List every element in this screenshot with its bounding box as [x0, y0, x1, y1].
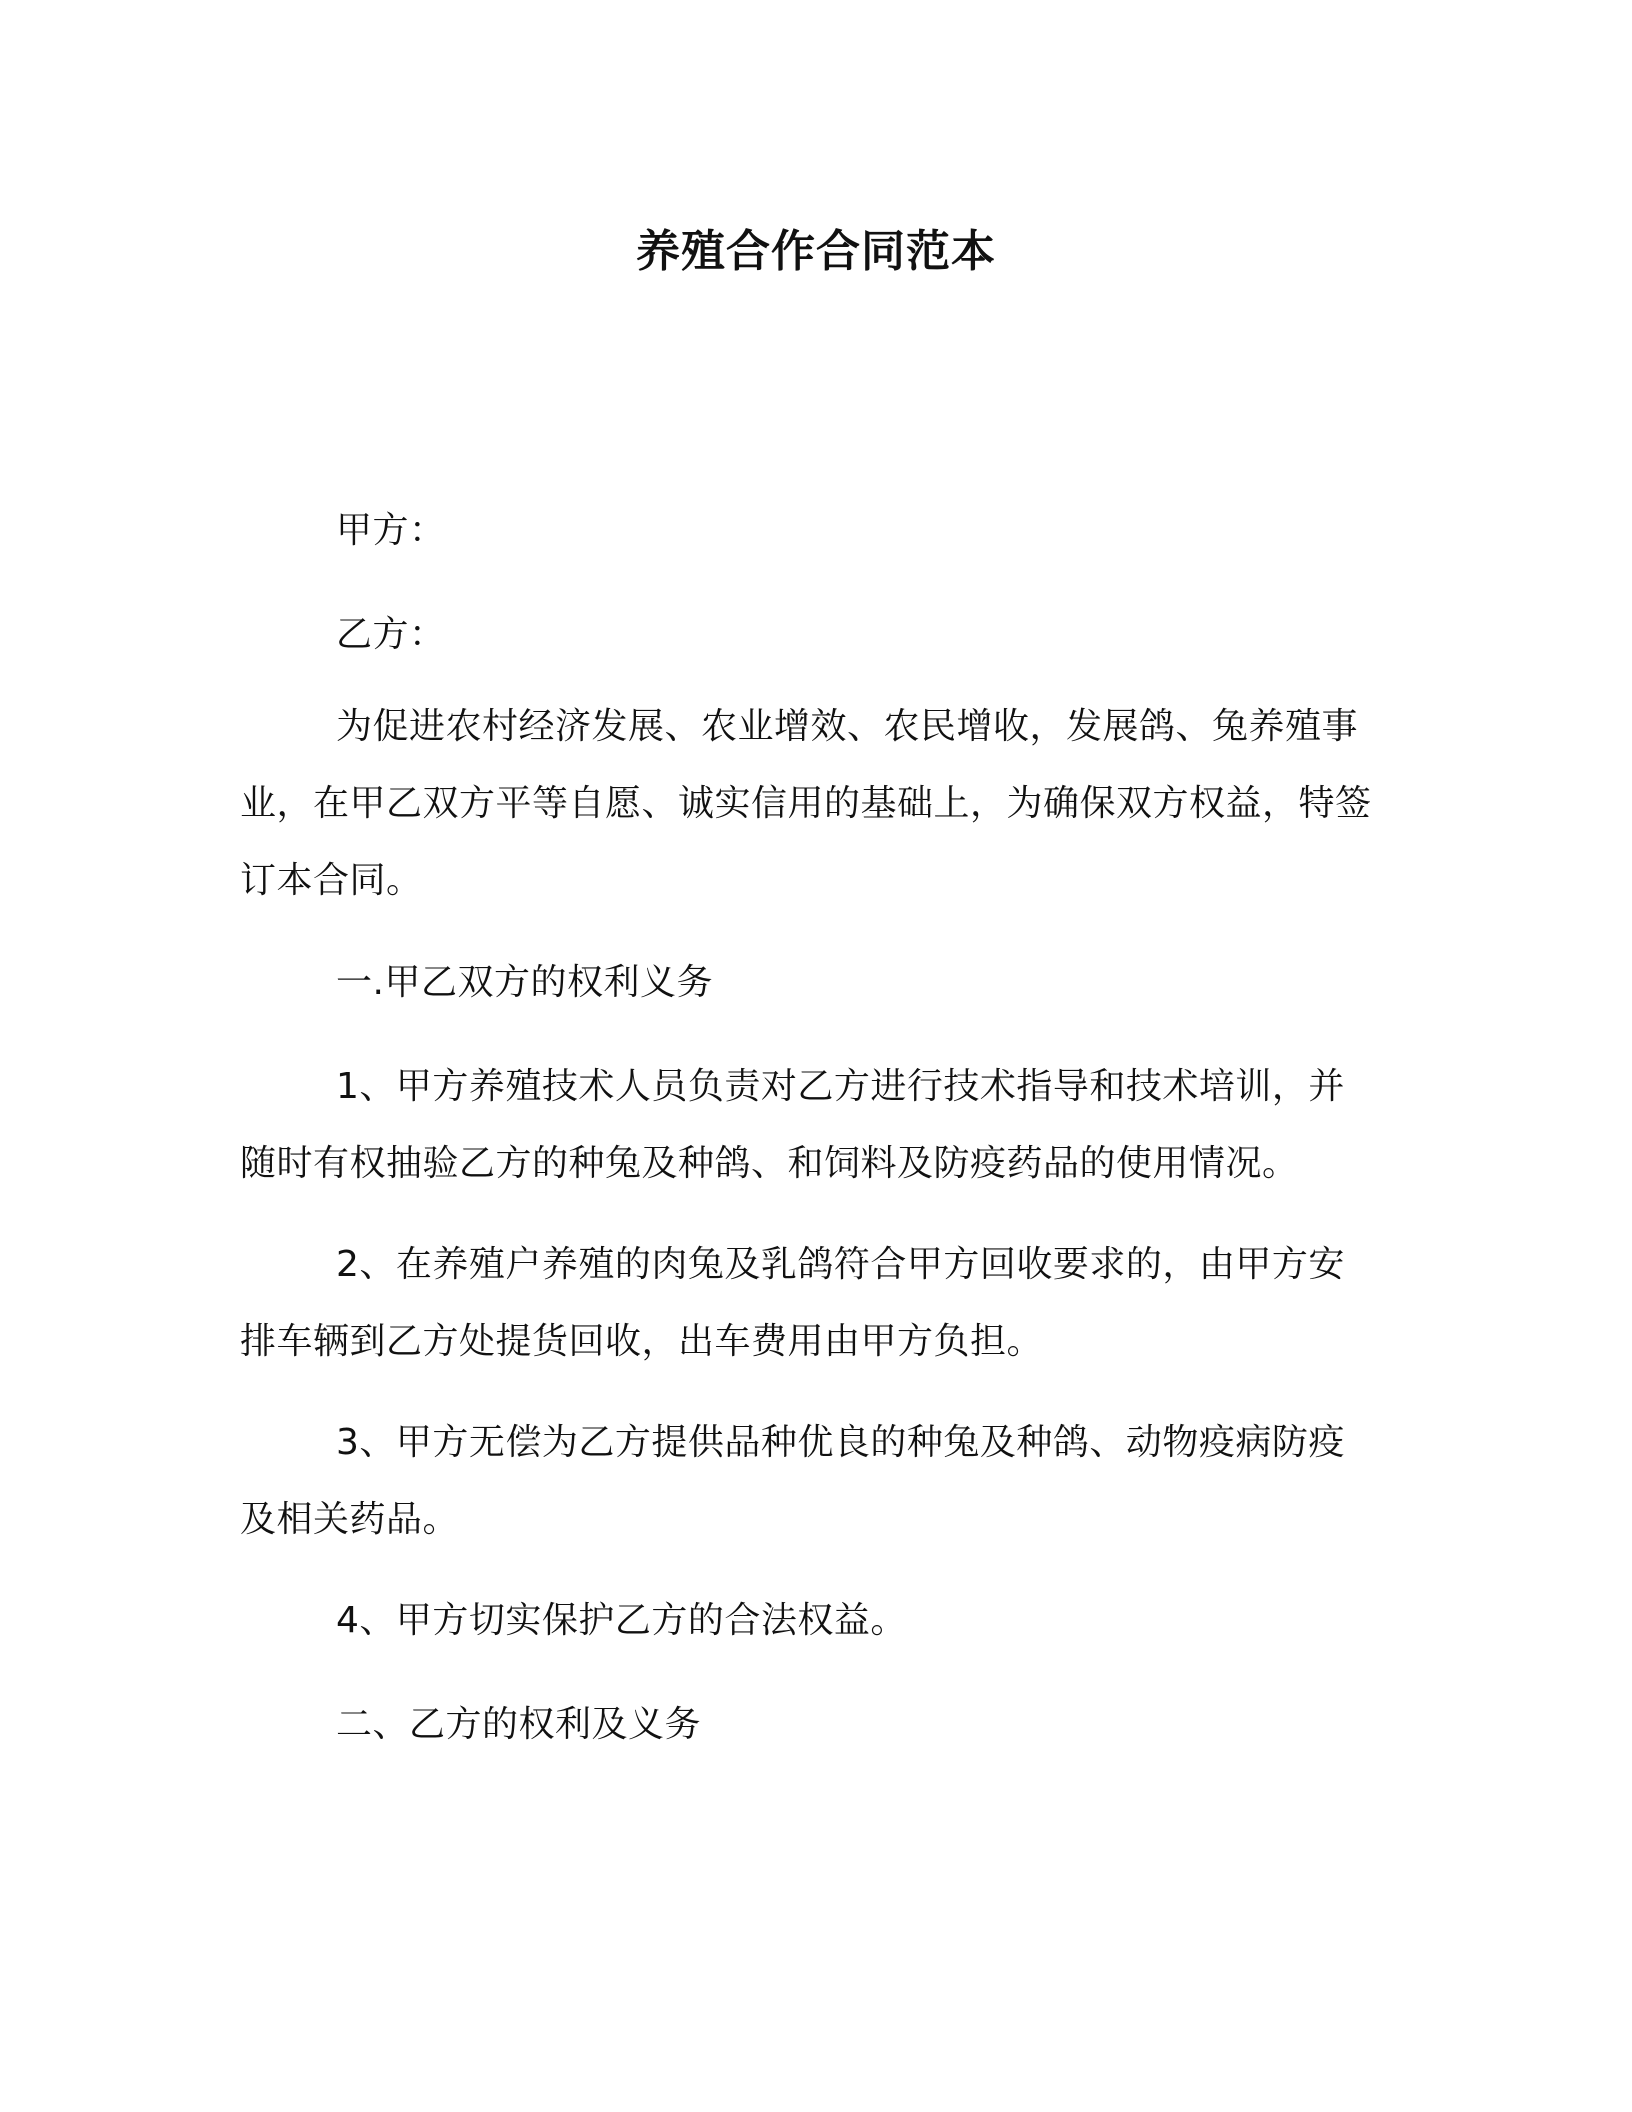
party-a-label: 甲方：: [336, 510, 446, 551]
section1-heading: 一.甲乙双方的权利义务: [336, 962, 713, 1003]
section2-heading: 二、乙方的权利及义务: [336, 1704, 702, 1745]
document-title: 养殖合作合同范本: [636, 226, 996, 277]
intro-paragraph: 为促进农村经济发展、农业增效、农民增收，发展鸽、兔养殖事业，在甲乙双方平等自愿、诚实信用的基础上，为确保双方权益，特签订本合同。: [240, 706, 1372, 901]
section1-item-3: 3、甲方无偿为乙方提供品种优良的种兔及种鸽、动物疫病防疫及相关药品。: [240, 1422, 1345, 1540]
section1-item-4: 4、甲方切实保护乙方的合法权益。: [336, 1600, 907, 1641]
section1-item-2: 2、在养殖户养殖的肉兔及乳鸽符合甲方回收要求的，由甲方安排车辆到乙方处提货回收，出车费用由甲方负担。: [240, 1244, 1345, 1362]
party-b-label: 乙方：: [336, 614, 446, 655]
section1-item-1: 1、甲方养殖技术人员负责对乙方进行技术指导和技术培训，并随时有权抽验乙方的种兔及种鸽、和饲料及防疫药品的使用情况。: [240, 1066, 1345, 1184]
